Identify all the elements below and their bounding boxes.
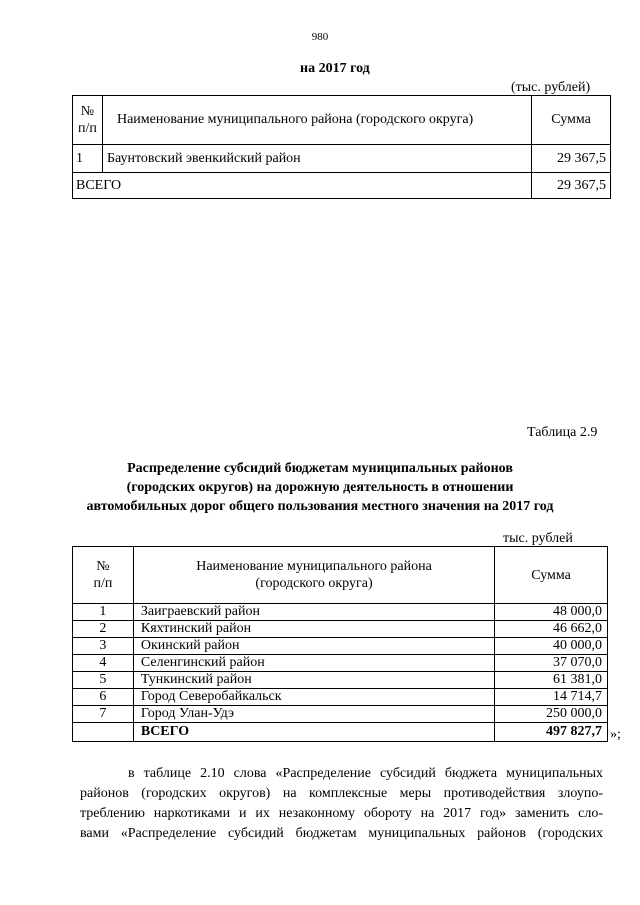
table-row bbox=[73, 689, 608, 706]
paragraph-line: в таблице 2.10 слова «Распределение субсидий бюджета муниципальных bbox=[128, 766, 603, 781]
table-row bbox=[73, 655, 608, 672]
table2-title: Распределение субсидий бюджетам муниципальных районов (городских округов) на дорожную деятельность в отношении автомобильных дорог общего пользования местного значения на 2017 год bbox=[86, 461, 554, 514]
row-sum: 37 070,0 bbox=[495, 655, 608, 672]
table2-header-row bbox=[73, 547, 608, 604]
page-number: 980 bbox=[311, 31, 329, 43]
table2-caption: Таблица 2.9 bbox=[527, 425, 598, 440]
row-name: Баунтовский эвенкийский район bbox=[102, 145, 531, 173]
amendment-paragraph bbox=[80, 764, 603, 844]
table-row bbox=[73, 672, 608, 689]
row-name: Город Северобайкальск bbox=[133, 689, 494, 706]
row-sum: 61 381,0 bbox=[495, 672, 608, 689]
total-sum: 497 827,7 bbox=[495, 723, 608, 742]
row-sum: 46 662,0 bbox=[495, 621, 608, 638]
table-row bbox=[73, 638, 608, 655]
table2-total-row bbox=[73, 723, 608, 742]
total-sum: 29 367,5 bbox=[532, 173, 611, 199]
row-num: 1 bbox=[73, 604, 134, 621]
table2-closing-quote: »; bbox=[610, 727, 621, 742]
row-num: 4 bbox=[73, 655, 134, 672]
table-row bbox=[73, 604, 608, 621]
table2-header-sum: Сумма bbox=[495, 547, 608, 604]
table2 bbox=[72, 546, 608, 742]
table2-header-num: № п/п bbox=[73, 547, 134, 604]
table1-header-sum: Сумма bbox=[532, 96, 611, 145]
row-sum: 40 000,0 bbox=[495, 638, 608, 655]
table2-units: тыс. рублей bbox=[503, 531, 573, 546]
total-label: ВСЕГО bbox=[73, 173, 532, 199]
table2-header-name: Наименование муниципального района (городского округа) bbox=[133, 547, 494, 604]
row-num: 3 bbox=[73, 638, 134, 655]
row-name: Окинский район bbox=[133, 638, 494, 655]
row-num: 2 bbox=[73, 621, 134, 638]
table1-heading: на 2017 год bbox=[300, 61, 370, 76]
row-num: 7 bbox=[73, 706, 134, 723]
row-name: Тункинский район bbox=[133, 672, 494, 689]
row-sum: 14 714,7 bbox=[495, 689, 608, 706]
row-sum: 250 000,0 bbox=[495, 706, 608, 723]
table-row bbox=[73, 145, 611, 173]
paragraph-line: вами «Распределение субсидий бюджетам муниципальных районов (городских bbox=[80, 826, 603, 841]
row-num: 5 bbox=[73, 672, 134, 689]
row-name: Город Улан-Удэ bbox=[133, 706, 494, 723]
row-num: 1 bbox=[73, 145, 103, 173]
table-row bbox=[73, 706, 608, 723]
table-row bbox=[73, 621, 608, 638]
paragraph-line: треблению наркотиками и их незаконному обороту на 2017 год» заменить сло- bbox=[80, 806, 603, 821]
total-label: ВСЕГО bbox=[133, 723, 494, 742]
row-name: Заиграевский район bbox=[133, 604, 494, 621]
table1-header-num: № п/п bbox=[73, 96, 103, 145]
row-name: Кяхтинский район bbox=[133, 621, 494, 638]
row-name: Селенгинский район bbox=[133, 655, 494, 672]
table1-units: (тыс. рублей) bbox=[511, 80, 591, 95]
row-num: 6 bbox=[73, 689, 134, 706]
table1 bbox=[72, 95, 611, 199]
table1-header-name: Наименование муниципального района (городского округа) bbox=[102, 96, 531, 145]
total-num bbox=[73, 723, 134, 742]
row-sum: 29 367,5 bbox=[532, 145, 611, 173]
table1-header-row bbox=[73, 96, 611, 145]
table1-total-row bbox=[73, 173, 611, 199]
paragraph-line: районов (городских округов) на комплексные меры противодействия злоупо- bbox=[80, 786, 603, 801]
row-sum: 48 000,0 bbox=[495, 604, 608, 621]
